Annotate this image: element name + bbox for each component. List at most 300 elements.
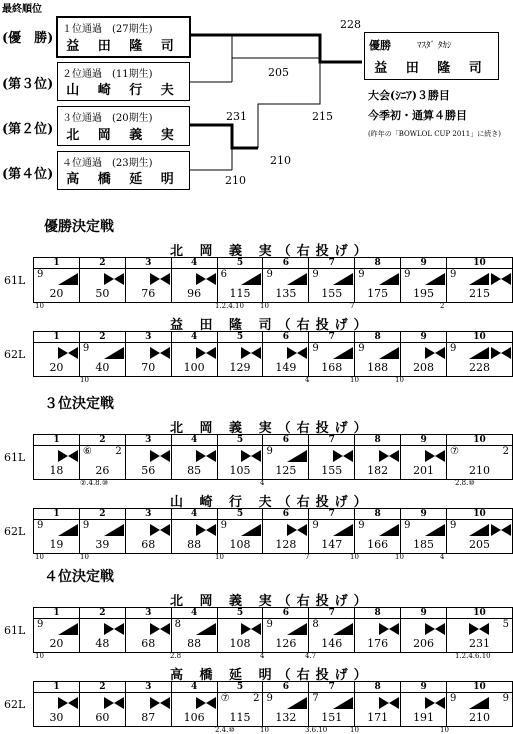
frame-total: 126 (275, 637, 297, 650)
frame-cell (309, 619, 355, 653)
winner-name: 益 田 隆 司 (374, 61, 489, 76)
frame-total: 26 (95, 464, 110, 477)
frame-cell (309, 693, 355, 727)
strike-mark (241, 347, 261, 359)
frame-total: 68 (141, 637, 156, 650)
spare-mark (333, 623, 353, 635)
frame-total: 205 (469, 538, 490, 551)
frame-cell (309, 520, 355, 554)
strike-mark (58, 450, 78, 462)
score-sheet (33, 257, 513, 303)
pins-left-note: 2.8 (170, 652, 182, 660)
first-ball: 9 (358, 269, 365, 280)
frame-total: 129 (229, 361, 251, 374)
first-ball: 8 (312, 619, 319, 630)
strike-mark (287, 347, 307, 359)
frame-cell (447, 269, 513, 303)
spare-mark (469, 524, 489, 536)
frame-total: 76 (141, 287, 156, 300)
frame-cell (171, 446, 217, 480)
player-name: 高 橋 延 明 (66, 172, 181, 187)
lane-label: 62L (4, 698, 26, 711)
frame-number: 10 (447, 608, 513, 619)
second-ball: 2 (502, 446, 509, 457)
pins-left-note: 1.2.4.6.10 (455, 652, 491, 660)
strike-mark (58, 347, 78, 359)
first-ball: 9 (266, 619, 273, 630)
pins-left-note: 10 (35, 302, 44, 310)
frame-cell (263, 343, 309, 377)
frame-cell (125, 619, 171, 653)
frame-total: 208 (413, 361, 435, 374)
frame-number: 7 (309, 509, 355, 520)
frame-number: 1 (34, 435, 80, 446)
frame-number: 3 (125, 682, 171, 693)
first-ball: 9 (37, 520, 44, 531)
frame-total: 149 (275, 361, 297, 374)
winner-note: (昨年の「BOWLOL CUP 2011」に続き) (368, 130, 501, 138)
pins-left-note: 10 (35, 553, 44, 561)
frame-number: 7 (309, 332, 355, 343)
lane-label: 62L (4, 525, 26, 538)
pins-left-note: 10 (350, 726, 359, 734)
spare-mark (241, 273, 261, 285)
strike-mark (287, 524, 307, 536)
frame-number: 6 (263, 332, 309, 343)
score-label: 215 (312, 110, 333, 123)
frame-total: 125 (275, 464, 297, 477)
winner-line2: 今季初・通算４勝目 (368, 109, 467, 122)
winner-box (364, 32, 499, 80)
winner-label: 優勝 (369, 39, 391, 52)
first-ball: 9 (312, 343, 319, 354)
frame-total: 175 (367, 287, 389, 300)
frame-total: 48 (95, 637, 110, 650)
pins-left-note: 10 (350, 553, 359, 561)
frame-number: 7 (309, 608, 355, 619)
strike-mark (150, 697, 170, 709)
frame-number: 9 (401, 509, 447, 520)
frame-total: 210 (469, 464, 490, 477)
frame-total: 20 (49, 637, 64, 650)
frame-cell (309, 446, 355, 480)
frame-number: 5 (217, 332, 263, 343)
strike-mark (196, 697, 216, 709)
strike-mark (333, 450, 353, 462)
strike-mark (379, 623, 399, 635)
strike-mark (150, 273, 170, 285)
frame-number: 9 (401, 332, 447, 343)
first-ball: ⑦ (220, 693, 230, 704)
frame-total: 171 (367, 711, 389, 724)
frame-number: 9 (401, 608, 447, 619)
second-ball: 2 (115, 446, 122, 457)
bowler-name: 益 田 隆 司（右投げ） (170, 318, 373, 333)
frame-total: 68 (141, 538, 156, 551)
strike-mark (241, 450, 261, 462)
strike-mark (196, 524, 216, 536)
frame-number: 6 (263, 509, 309, 520)
frame-cell (263, 269, 309, 303)
first-ball: 9 (358, 343, 365, 354)
frame-number: 10 (447, 509, 513, 520)
strike-mark (425, 450, 445, 462)
frame-total: 132 (275, 711, 297, 724)
strike-mark (491, 273, 511, 285)
frame-cell (125, 520, 171, 554)
pins-left-note: 2.8.⑩ (455, 479, 475, 487)
first-ball: 9 (82, 343, 90, 354)
bowler-name: 北 岡 義 実（右投げ） (170, 421, 373, 436)
score-label: 228 (340, 18, 361, 31)
strike-mark (425, 347, 445, 359)
pins-left-note: 2.4.⑩ (215, 726, 235, 734)
spare-mark (287, 273, 307, 285)
frame-number: 8 (355, 435, 401, 446)
frame-cell (447, 693, 513, 727)
first-ball: 9 (220, 520, 227, 531)
pins-left-note: 1.2.4.10 (215, 302, 244, 310)
third-ball: 5 (502, 619, 509, 630)
frame-number: 4 (171, 608, 217, 619)
first-ball: 7 (312, 693, 319, 704)
frame-total: 87 (141, 711, 156, 724)
frame-total: 151 (321, 711, 343, 724)
frame-number: 5 (217, 682, 263, 693)
first-ball: 9 (450, 269, 457, 280)
frame-number: 1 (34, 682, 80, 693)
pins-left-note: 4 (440, 553, 445, 561)
pins-left-note: 10 (350, 376, 359, 384)
strike-mark (491, 347, 511, 359)
frame-cell (447, 446, 513, 480)
frame-number: 3 (125, 608, 171, 619)
frame-number: 7 (309, 258, 355, 269)
second-ball: 2 (253, 693, 260, 704)
pins-left-note: 10 (80, 376, 89, 384)
strike-mark (425, 623, 445, 635)
frame-total: 128 (275, 538, 297, 551)
frame-cell (125, 343, 171, 377)
strike-mark (196, 347, 216, 359)
frame-total: 155 (321, 287, 343, 300)
lane-label: 61L (4, 624, 26, 637)
first-ball: 9 (450, 343, 457, 354)
frame-number: 10 (447, 258, 513, 269)
first-ball: 6 (220, 269, 227, 280)
rank-label: (第２位) (2, 122, 54, 137)
frame-number: 7 (309, 682, 355, 693)
frame-number: 10 (447, 332, 513, 343)
frame-cell (401, 343, 447, 377)
frame-number: 6 (263, 258, 309, 269)
frame-cell (355, 269, 401, 303)
frame-cell (309, 269, 355, 303)
frame-cell (79, 520, 125, 554)
score-label: 210 (270, 154, 291, 167)
frame-total: 185 (413, 538, 435, 551)
strike-mark (150, 450, 170, 462)
frame-cell (34, 619, 80, 653)
frame-number: 3 (125, 332, 171, 343)
frame-cell (309, 343, 355, 377)
rank-label: (第４位) (2, 167, 54, 182)
score-sheet (33, 331, 513, 377)
pins-left-note: 2 (440, 302, 445, 310)
frame-total: 155 (321, 464, 343, 477)
frame-total: 106 (183, 711, 205, 724)
pins-left-note: 10 (215, 553, 224, 561)
frame-total: 39 (95, 538, 110, 551)
strike-mark (104, 273, 124, 285)
frame-number: 9 (401, 435, 447, 446)
frame-total: 85 (187, 464, 202, 477)
score-label: 231 (226, 110, 247, 123)
pins-left-note: 10 (260, 302, 269, 310)
frame-number: 2 (79, 435, 125, 446)
player-seed: ２位通過 (11期生) (62, 69, 153, 80)
frame-number: 3 (125, 258, 171, 269)
frame-number: 10 (447, 435, 513, 446)
frame-number: 1 (34, 608, 80, 619)
spare-mark (104, 524, 124, 536)
first-ball: 9 (37, 269, 44, 280)
score-sheet (33, 681, 513, 727)
frame-number: 3 (125, 509, 171, 520)
frame-number: 7 (309, 435, 355, 446)
player-name: 益 田 隆 司 (66, 39, 181, 54)
frame-total: 147 (321, 538, 343, 551)
strike-mark (469, 623, 489, 635)
frame-number: 6 (263, 435, 309, 446)
frame-cell (217, 343, 263, 377)
frame-cell (79, 619, 125, 653)
spare-mark (196, 623, 216, 635)
frame-number: 4 (171, 509, 217, 520)
frame-number: 1 (34, 332, 80, 343)
pins-left-note: 10 (80, 553, 89, 561)
score-label: 210 (225, 174, 246, 187)
frame-cell (447, 520, 513, 554)
frame-number: 8 (355, 682, 401, 693)
frame-cell (217, 269, 263, 303)
spare-mark (58, 524, 78, 536)
frame-total: 195 (413, 287, 435, 300)
frame-cell (401, 619, 447, 653)
frame-total: 70 (141, 361, 156, 374)
frame-total: 56 (141, 464, 156, 477)
spare-mark (469, 347, 489, 359)
spare-mark (425, 273, 445, 285)
pins-left-note: 10 (260, 726, 269, 734)
strike-mark (196, 450, 216, 462)
frame-number: 5 (217, 608, 263, 619)
spare-mark (333, 524, 353, 536)
pins-left-note: 4 (260, 479, 265, 487)
frame-total: 88 (187, 538, 202, 551)
page-title: 最終順位 (2, 4, 42, 15)
frame-number: 3 (125, 435, 171, 446)
frame-cell (355, 343, 401, 377)
pins-left-note: 4 (260, 652, 265, 660)
strike-mark (104, 623, 124, 635)
frame-number: 5 (217, 435, 263, 446)
spare-mark (287, 623, 307, 635)
pins-left-note: ②.4.8.⑩ (80, 479, 109, 487)
frame-number: 8 (355, 509, 401, 520)
spare-mark (333, 273, 353, 285)
frame-cell (401, 693, 447, 727)
frame-cell (217, 446, 263, 480)
frame-total: 88 (187, 637, 202, 650)
spare-mark (58, 623, 78, 635)
frame-cell (171, 693, 217, 727)
frame-total: 100 (183, 361, 205, 374)
frame-cell (171, 269, 217, 303)
pins-left-note: 10 (440, 726, 449, 734)
spare-mark (104, 347, 124, 359)
lane-label: 61L (4, 274, 26, 287)
frame-cell (355, 619, 401, 653)
frame-total: 228 (469, 361, 490, 374)
frame-number: 4 (171, 682, 217, 693)
rank-label: (優 勝) (2, 31, 54, 46)
frame-number: 2 (79, 608, 125, 619)
frame-cell (125, 269, 171, 303)
frame-number: 4 (171, 332, 217, 343)
frame-number: 6 (263, 682, 309, 693)
frame-total: 231 (469, 637, 490, 650)
frame-cell (447, 343, 513, 377)
winner-line1: 大会(ｼﾆｱ)３勝目 (368, 89, 450, 102)
first-ball: ⑥ (82, 446, 92, 457)
pins-left-note: 7 (350, 302, 355, 310)
first-ball: 8 (174, 619, 182, 630)
frame-cell (401, 446, 447, 480)
spare-mark (58, 273, 78, 285)
bowler-name: 高 橋 延 明（右投げ） (170, 668, 373, 683)
frame-total: 50 (95, 287, 110, 300)
frame-cell (79, 693, 125, 727)
frame-number: 9 (401, 682, 447, 693)
frame-number: 5 (217, 258, 263, 269)
frame-cell (263, 520, 309, 554)
frame-total: 215 (469, 287, 490, 300)
frame-cell (217, 693, 263, 727)
player-name: 北 岡 義 実 (66, 128, 181, 143)
frame-total: 188 (367, 361, 389, 374)
spare-mark (425, 524, 445, 536)
pins-left-note: 10 (35, 652, 44, 660)
frame-cell (401, 269, 447, 303)
frame-total: 30 (49, 711, 64, 724)
first-ball: 9 (404, 520, 411, 531)
first-ball: 9 (312, 520, 319, 531)
pins-left-note: 4.7 (305, 652, 317, 660)
frame-cell (79, 343, 125, 377)
frame-total: 168 (321, 361, 343, 374)
spare-mark (333, 697, 353, 709)
frame-total: 105 (229, 464, 251, 477)
lane-label: 62L (4, 348, 26, 361)
player-name: 山 崎 行 夫 (66, 83, 181, 98)
frame-number: 8 (355, 332, 401, 343)
frame-number: 5 (217, 509, 263, 520)
frame-total: 20 (49, 361, 64, 374)
frame-total: 60 (95, 711, 110, 724)
frame-cell (355, 446, 401, 480)
player-seed: ３位通過 (20期生) (62, 113, 153, 124)
first-ball: 9 (266, 269, 273, 280)
frame-number: 1 (34, 258, 80, 269)
frame-cell (34, 693, 80, 727)
bowler-name: 山 崎 行 夫（右投げ） (170, 495, 373, 510)
spare-mark (469, 273, 489, 285)
spare-mark (469, 697, 489, 709)
first-ball: 9 (266, 693, 273, 704)
bowler-name: 北 岡 義 実（右投げ） (170, 594, 373, 609)
spare-mark (287, 450, 307, 462)
frame-total: 210 (469, 711, 490, 724)
strike-mark (196, 273, 216, 285)
strike-mark (104, 697, 124, 709)
spare-mark (241, 524, 261, 536)
frame-cell (79, 446, 125, 480)
frame-cell (171, 619, 217, 653)
score-sheet (33, 508, 513, 554)
frame-total: 166 (367, 538, 389, 551)
first-ball: 9 (358, 520, 365, 531)
frame-number: 2 (79, 258, 125, 269)
frame-number: 9 (401, 258, 447, 269)
first-ball: 9 (312, 269, 319, 280)
spare-mark (379, 347, 399, 359)
frame-total: 206 (413, 637, 435, 650)
section-title: 優勝決定戦 (44, 219, 114, 235)
frame-total: 19 (49, 538, 64, 551)
frame-total: 191 (413, 711, 435, 724)
frame-total: 96 (187, 287, 202, 300)
frame-total: 115 (229, 711, 251, 724)
frame-total: 20 (49, 287, 64, 300)
score-sheet (33, 607, 513, 653)
frame-cell (263, 446, 309, 480)
frame-cell (34, 269, 80, 303)
frame-total: 135 (275, 287, 297, 300)
first-ball: 9 (450, 520, 457, 531)
first-ball: 9 (404, 269, 411, 280)
frame-number: 4 (171, 435, 217, 446)
score-label: 205 (268, 66, 289, 79)
strike-mark (150, 524, 170, 536)
frame-total: 108 (229, 538, 251, 551)
spare-mark (379, 273, 399, 285)
frame-number: 4 (171, 258, 217, 269)
first-ball: ⑦ (450, 446, 459, 457)
third-ball: 9 (502, 693, 509, 704)
pins-left-note: 10 (395, 553, 404, 561)
frame-number: 10 (447, 682, 513, 693)
strike-mark (150, 347, 170, 359)
frame-total: 115 (229, 287, 251, 300)
frame-number: 1 (34, 509, 80, 520)
strike-mark (150, 623, 170, 635)
frame-cell (355, 693, 401, 727)
bowler-name: 北 岡 義 実（右投げ） (170, 244, 373, 259)
frame-number: 2 (79, 332, 125, 343)
pins-left-note: 10 (395, 376, 404, 384)
frame-number: 8 (355, 258, 401, 269)
